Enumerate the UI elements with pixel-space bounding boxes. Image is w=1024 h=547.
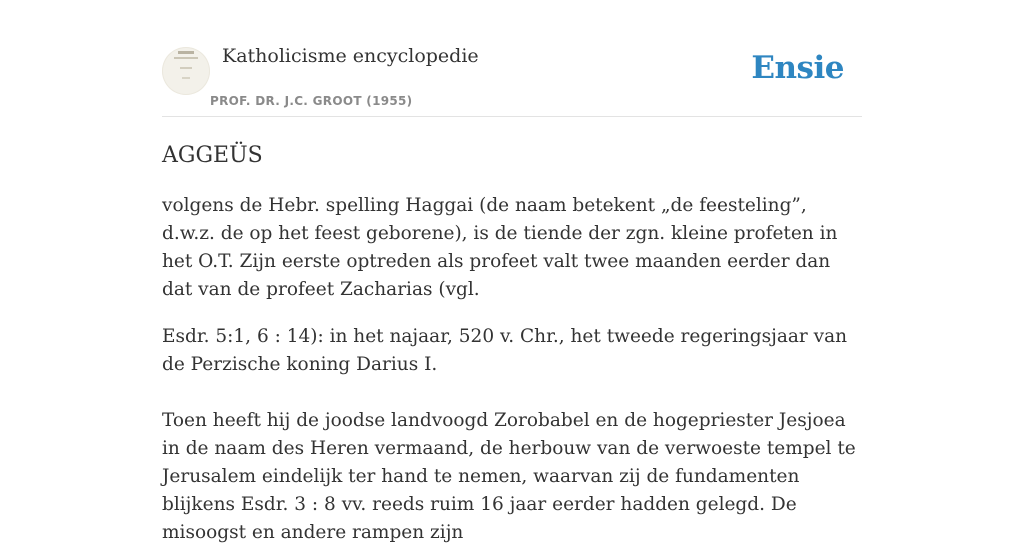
page	[162, 0, 862, 547]
entry-paragraph: volgens de Hebr. spelling Haggai (de naam betekent „de feesteling”, d.w.z. de op het feest geborene), is de tiende der zgn. kleine profeten in het O.T. Zijn eerste optreden als profeet valt twee maanden eerder dan dat van de profeet Zacharias (vgl.	[162, 195, 838, 300]
entry-title: AGGEÜS	[162, 143, 263, 168]
ensie-logo[interactable]: Ensie	[751, 50, 844, 86]
entry-paragraph: Esdr. 5:1, 6 : 14): in het najaar, 520 v. Chr., het tweede regeringsjaar van de Perzische koning Darius I.	[162, 326, 848, 375]
header	[162, 0, 862, 117]
book-author: PROF. DR. J.C. GROOT (1955)	[210, 94, 413, 108]
book-cover-thumbnail[interactable]	[162, 47, 210, 95]
book-title[interactable]: Katholicisme encyclopedie	[222, 45, 479, 67]
entry-paragraph: Toen heeft hij de joodse landvoogd Zorobabel en de hogepriester Jesjoea in de naam des Heren vermaand, de herbouw van de verwoeste tempel te Jerusalem eindelijk ter hand te nemen, waarvan zij de fundamenten blijkens Esdr. 3 : 8 vv. reeds ruim 16 jaar eerder hadden gelegd. De misoogst en andere rampen zijn	[162, 410, 856, 543]
